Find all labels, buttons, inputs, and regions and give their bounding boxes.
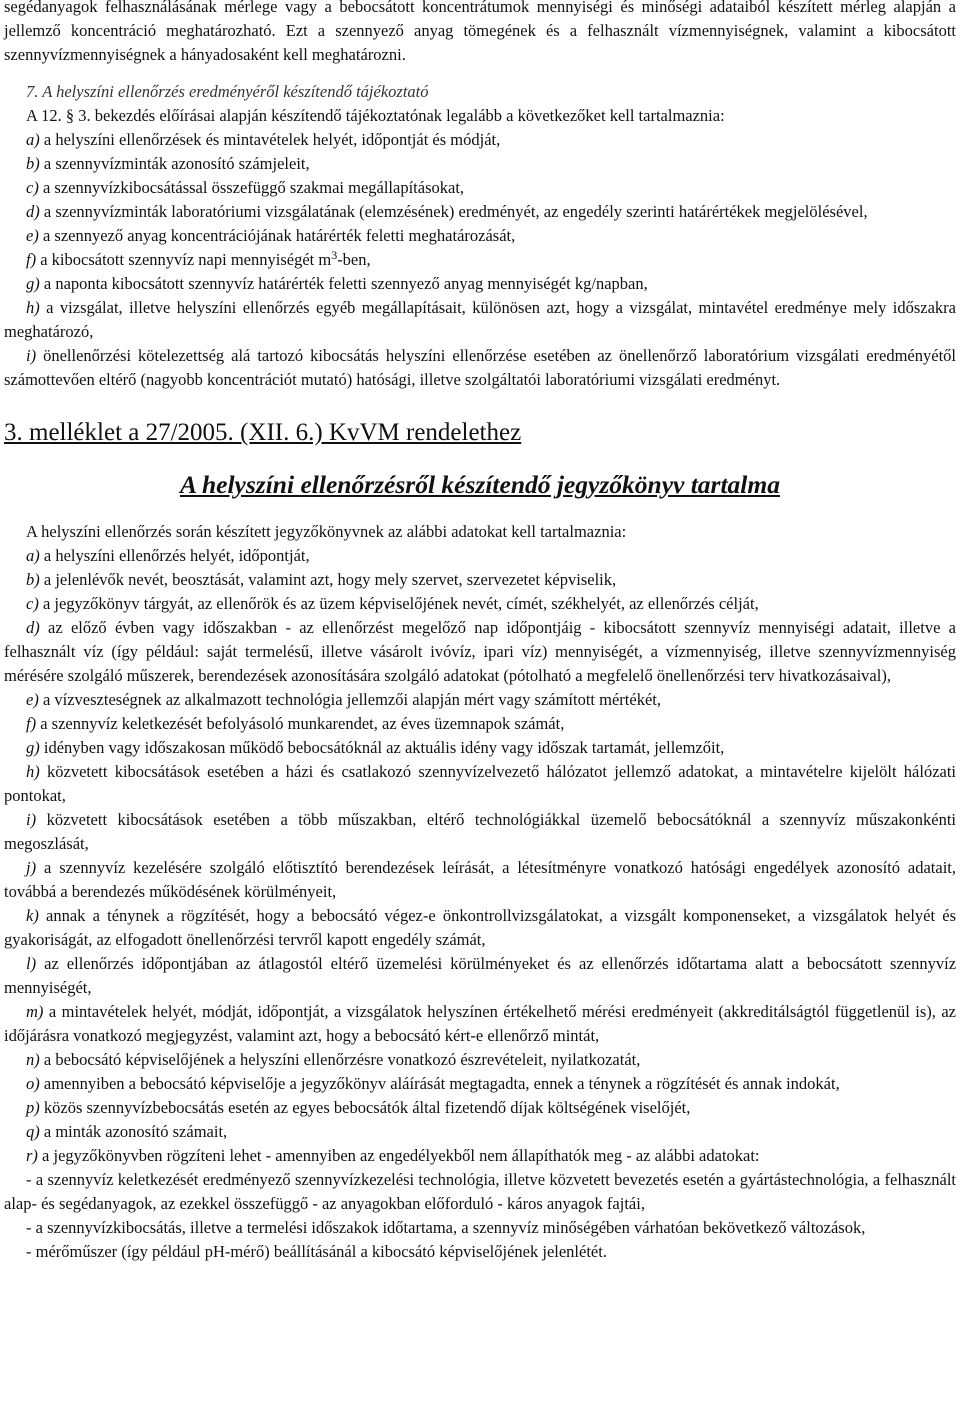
item-letter: l) <box>26 954 37 973</box>
list-item <box>4 856 956 904</box>
item-letter: q) <box>26 1122 40 1141</box>
item-text: az előző évben vagy időszakban - az ellenőrzést megelőző nap időpontjáig - kibocsátott szennyvíz mennyiségi adatait, illetve a felhasznált víz (így például: saját termelésű, illetve vásárolt ivóvíz, ipari víz) mennyiségét, a vízmennyiség, illetve szennyvízmennyiség mérésére szolgáló műszerek, berendezések azonosítására szolgáló adatokat (pótolható a megfelelő önellenőrzési terv hivatkozásaival), <box>4 618 957 685</box>
item-text: a naponta kibocsátott szennyvíz határérték feletti szennyező anyag mennyiségét kg/napban, <box>43 274 648 293</box>
item-letter: r) <box>26 1146 38 1165</box>
list-item <box>4 176 956 200</box>
item-letter: g) <box>26 738 40 757</box>
annex-list <box>4 544 956 1168</box>
item-letter: e) <box>26 226 39 245</box>
list-item <box>4 904 956 952</box>
list-item <box>4 760 956 808</box>
item-letter: d) <box>26 202 40 221</box>
item-text: a szennyező anyag koncentrációjának határérték feletti meghatározását, <box>42 226 516 245</box>
item-letter: i) <box>26 810 37 829</box>
dash-item: - a szennyvízkibocsátás, illetve a termelési időszakok időtartama, a szennyvíz minőségében várhatóan bekövetkező változások, <box>26 1218 866 1237</box>
list-item <box>4 952 956 1000</box>
item-letter: p) <box>26 1098 40 1117</box>
annex-subtitle: A helyszíni ellenőrzésről készítendő jegyzőkönyv tartalma <box>180 470 780 499</box>
item-text: a bebocsátó képviselőjének a helyszíni ellenőrzésre vonatkozó észrevételeit, nyilatkozatát, <box>43 1050 641 1069</box>
item-text: közös szennyvízbebocsátás esetén az egyes bebocsátók által fizetendő díjak költségének viselőjét, <box>43 1098 691 1117</box>
item-letter: f) <box>26 714 37 733</box>
item-text: a jelenlévők nevét, beosztását, valamint azt, hogy mely szervet, szervezetet képviselik, <box>43 570 617 589</box>
continuation-paragraph: segédanyagok felhasználásának mérlege vagy a bebocsátott koncentrátumok mennyiségi és minőségi adataiból készített mérleg alapján a jellemző koncentráció meghatározható. Ezt a szennyező anyag tömegének és a felhasznált vízmennyiségnek, valamint a kibocsátott szennyvízmennyiségnek a hányadosaként kell meghatározni. <box>4 0 956 64</box>
item-text: közvetett kibocsátások esetében a több műszakban, eltérő technológiákkal üzemelő bebocsátóknál a szennyvíz műszakonkénti megoszlását, <box>4 810 957 853</box>
annex-intro: A helyszíni ellenőrzés során készített jegyzőkönyvnek az alábbi adatokat kell tartalmaznia: <box>26 522 627 541</box>
list-item <box>4 1048 956 1072</box>
annex-dash-list <box>4 1168 956 1264</box>
item-text: az ellenőrzés időpontjában az átlagostól eltérő üzemelési körülményeket és az ellenőrzés időtartama alatt a bebocsátott szennyvíz mennyiségét, <box>4 954 957 997</box>
section-7-heading: 7. A helyszíni ellenőrzés eredményéről készítendő tájékoztató <box>26 82 429 101</box>
item-text: a szennyvíz keletkezését befolyásoló munkarendet, az éves üzemnapok számát, <box>40 714 565 733</box>
item-text: annak a ténynek a rögzítését, hogy a bebocsátó végez-e önkontrollvizsgálatokat, a vizsgált komponenseket, a vizsgálatok helyét és gyakoriságát, az elfogadott önellenőrzési tervről kapott engedély számát, <box>4 906 956 949</box>
list-item <box>4 736 956 760</box>
item-text: idényben vagy időszakosan működő bebocsátóknál az aktuális idény vagy időszak tartamát, jellemzőit, <box>43 738 725 757</box>
list-item <box>4 1144 956 1168</box>
item-letter: i) <box>26 346 37 365</box>
list-item <box>4 712 956 736</box>
item-text: amennyiben a bebocsátó képviselője a jegyzőkönyv aláírását megtagadta, ennek a ténynek a rögzítését és annak indokát, <box>43 1074 840 1093</box>
list-item <box>4 224 956 248</box>
list-item <box>4 1120 956 1144</box>
item-letter: h) <box>26 762 40 781</box>
section-7-intro: A 12. § 3. bekezdés előírásai alapján készítendő tájékoztatónak legalább a következőket kell tartalmaznia: <box>26 106 725 125</box>
list-item <box>4 128 956 152</box>
list-item <box>4 688 956 712</box>
list-item <box>4 568 956 592</box>
section-7-list <box>4 128 956 392</box>
list-item <box>4 344 956 392</box>
item-text: a kibocsátott szennyvíz napi mennyiségét m <box>40 250 332 269</box>
list-item <box>4 296 956 344</box>
item-text: a helyszíni ellenőrzések és mintavételek helyét, időpontját és módját, <box>43 130 501 149</box>
item-letter: a) <box>26 130 40 149</box>
item-letter: o) <box>26 1074 40 1093</box>
list-item <box>4 808 956 856</box>
item-letter: b) <box>26 154 40 173</box>
item-letter: a) <box>26 546 40 565</box>
item-letter: g) <box>26 274 40 293</box>
item-letter: b) <box>26 570 40 589</box>
list-item <box>4 1000 956 1048</box>
item-letter: j) <box>26 858 37 877</box>
item-text: a jegyzőkönyvben rögzíteni lehet - amennyiben az engedélyekből nem állapíthatók meg - az alábbi adatokat: <box>42 1146 760 1165</box>
dash-item: - a szennyvíz keletkezését eredményező szennyvízkezelési technológia, illetve közvetett bevezetés esetén a gyártástechnológia, a felhasznált alap- és segédanyagok, az ezekkel összefüggő - az anyagokban előforduló - káros anyagok fajtái, <box>4 1170 956 1213</box>
item-text: a szennyvízminták laboratóriumi vizsgálatának (elemzésének) eredményét, az engedély szerinti határértékek megjelölésével, <box>43 202 868 221</box>
item-letter: e) <box>26 690 39 709</box>
item-text: a vizsgálat, illetve helyszíni ellenőrzés egyéb megállapításait, különösen azt, hogy a vizsgálat, mintavétel eredménye mely időszakra meghatározó, <box>4 298 957 341</box>
item-text-suffix: -ben, <box>337 250 371 269</box>
item-text: a vízveszteségnek az alkalmazott technológia jellemzői alapján mért vagy számított mértékét, <box>42 690 661 709</box>
item-text: közvetett kibocsátások esetében a házi és csatlakozó szennyvízelvezető hálózatot jellemző adatokat, a mintavételre kijelölt hálózati pontokat, <box>4 762 957 805</box>
item-letter: k) <box>26 906 39 925</box>
list-item <box>4 248 956 272</box>
list-item <box>4 1096 956 1120</box>
item-text: a szennyvízminták azonosító számjeleit, <box>43 154 310 173</box>
list-item <box>4 272 956 296</box>
item-letter: d) <box>26 618 40 637</box>
item-letter: h) <box>26 298 40 317</box>
item-text: önellenőrzési kötelezettség alá tartozó kibocsátás helyszíni ellenőrzése esetében az önellenőrző laboratórium vizsgálati eredményétől számottevően eltérő (nagyobb koncentrációt mutató) hatósági, illetve szolgáltatói laboratóriumi vizsgálati eredményt. <box>4 346 956 389</box>
item-text: a minták azonosító számait, <box>43 1122 228 1141</box>
item-letter: n) <box>26 1050 40 1069</box>
dash-item: - mérőműszer (így például pH-mérő) beállításánál a kibocsátó képviselőjének jelenlétét. <box>26 1242 607 1261</box>
item-letter: f) <box>26 250 37 269</box>
item-letter: m) <box>26 1002 44 1021</box>
item-letter: c) <box>26 178 39 197</box>
list-item <box>4 616 956 688</box>
item-text: a szennyvízkibocsátással összefüggő szakmai megállapításokat, <box>42 178 465 197</box>
list-item <box>4 1072 956 1096</box>
superscript: 3 <box>331 248 338 262</box>
item-text: a jegyzőkönyv tárgyát, az ellenőrök és az üzem képviselőjének nevét, címét, székhelyét, az ellenőrzés célját, <box>42 594 759 613</box>
list-item <box>4 152 956 176</box>
list-item <box>4 200 956 224</box>
item-text: a mintavételek helyét, módját, időpontját, a vizsgálatok helyszínen értékelhető mérési eredményeit (akkreditálságtól függetlenül is), az időjárásra vonatkozó megjegyzést, valamint azt, hogy a bebocsátó kért-e ellenőrző mintát, <box>4 1002 956 1045</box>
annex-title: 3. melléklet a 27/2005. (XII. 6.) KvVM rendelethez <box>4 419 522 446</box>
list-item <box>4 544 956 568</box>
item-letter: c) <box>26 594 39 613</box>
item-text: a szennyvíz kezelésére szolgáló előtisztító berendezések leírását, a létesítményre vonatkozó hatósági engedélyek azonosító adatait, továbbá a berendezés működésének körülményeit, <box>4 858 956 901</box>
item-text: a helyszíni ellenőrzés helyét, időpontját, <box>43 546 310 565</box>
list-item <box>4 592 956 616</box>
